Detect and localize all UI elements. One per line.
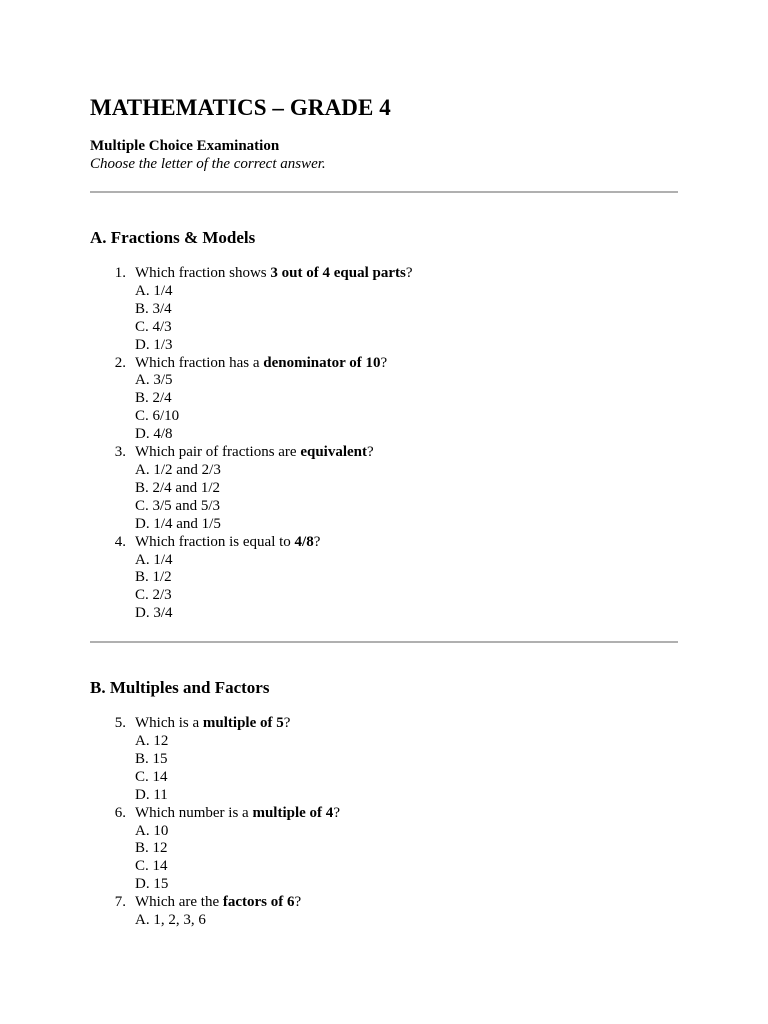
answer-options xyxy=(135,733,678,805)
answer-option-b: B. 15 xyxy=(135,750,168,767)
question-text: Which fraction is equal to 4/8? xyxy=(135,533,321,550)
answer-option-c: C. 2/3 xyxy=(135,587,172,604)
question-number: 7. xyxy=(114,894,126,911)
answer-options xyxy=(135,823,678,895)
question-text: Which number is a multiple of 4? xyxy=(135,804,340,821)
question-emphasis: multiple of 5 xyxy=(202,715,284,732)
question-emphasis: equivalent xyxy=(300,444,368,461)
question-emphasis: factors of 6 xyxy=(222,894,295,911)
question-1 xyxy=(90,265,678,355)
answer-option-c: C. 4/3 xyxy=(135,318,172,335)
question-text: Which are the factors of 6? xyxy=(135,894,302,911)
question-number: 1. xyxy=(114,265,126,281)
answer-options xyxy=(135,912,678,930)
question-list-multiples xyxy=(90,715,678,930)
question-number: 3. xyxy=(114,444,126,461)
answer-option-a: A. 1/4 xyxy=(135,282,173,299)
section-divider xyxy=(90,641,678,643)
answer-options xyxy=(135,372,678,444)
question-4 xyxy=(90,534,678,624)
answer-option-b: B. 2/4 xyxy=(135,390,172,407)
question-number: 5. xyxy=(114,715,126,732)
answer-option-d: D. 15 xyxy=(135,876,169,893)
answer-option-a: A. 1/2 and 2/3 xyxy=(135,461,221,478)
exam-subtitle: Multiple Choice Examination xyxy=(90,138,280,154)
question-text: Which is a multiple of 5? xyxy=(135,715,291,732)
answer-option-c: C. 14 xyxy=(135,858,168,875)
answer-option-a: A. 12 xyxy=(135,733,169,750)
answer-option-a: A. 1/4 xyxy=(135,551,173,568)
answer-option-d: D. 4/8 xyxy=(135,426,173,443)
answer-option-a: A. 3/5 xyxy=(135,372,173,389)
answer-option-b: B. 3/4 xyxy=(135,300,172,317)
answer-option-b: B. 12 xyxy=(135,840,168,857)
answer-option-d: D. 1/4 and 1/5 xyxy=(135,515,221,532)
exam-title: MATHEMATICS – GRADE 4 xyxy=(90,95,391,120)
section-divider xyxy=(90,191,678,193)
answer-option-a: A. 1, 2, 3, 6 xyxy=(135,912,206,929)
section-title-fractions: A. Fractions & Models xyxy=(90,228,256,247)
question-emphasis: 4/8 xyxy=(294,533,314,550)
question-emphasis: multiple of 4 xyxy=(252,804,334,821)
question-7 xyxy=(90,894,678,930)
answer-option-d: D. 3/4 xyxy=(135,605,173,622)
question-text: Which pair of fractions are equivalent? xyxy=(135,444,374,461)
answer-option-c: C. 14 xyxy=(135,768,168,785)
question-3 xyxy=(90,444,678,534)
answer-options xyxy=(135,462,678,534)
question-number: 2. xyxy=(114,354,126,371)
answer-options xyxy=(135,283,678,355)
answer-option-d: D. 1/3 xyxy=(135,336,173,353)
question-emphasis: denominator of 10 xyxy=(263,354,381,371)
question-text: Which fraction shows 3 out of 4 equal parts? xyxy=(135,265,413,281)
section-title-multiples: B. Multiples and Factors xyxy=(90,678,270,698)
answer-options xyxy=(135,552,678,624)
answer-option-b: B. 1/2 xyxy=(135,569,172,586)
question-number: 6. xyxy=(114,804,126,821)
question-2 xyxy=(90,355,678,445)
answer-option-d: D. 11 xyxy=(135,786,168,803)
exam-instructions: Choose the letter of the correct answer. xyxy=(90,156,326,172)
answer-option-a: A. 10 xyxy=(135,822,169,839)
question-text: Which fraction has a denominator of 10? xyxy=(135,354,388,371)
question-list-fractions xyxy=(90,265,678,623)
question-6 xyxy=(90,805,678,895)
answer-option-c: C. 6/10 xyxy=(135,408,180,425)
question-emphasis: 3 out of 4 equal parts xyxy=(270,265,406,281)
answer-option-c: C. 3/5 and 5/3 xyxy=(135,497,220,514)
question-5 xyxy=(90,715,678,805)
answer-option-b: B. 2/4 and 1/2 xyxy=(135,479,220,496)
question-number: 4. xyxy=(114,533,126,550)
